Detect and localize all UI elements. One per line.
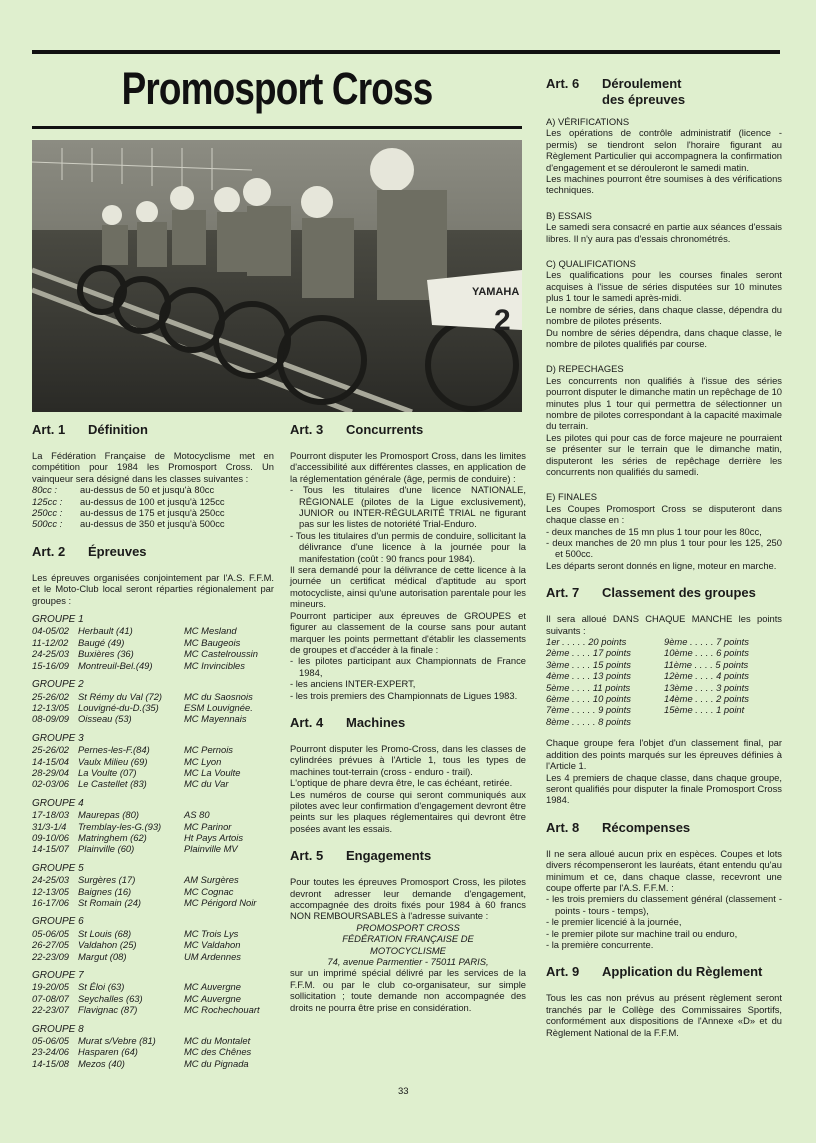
event-row: 25-26/02 St Rémy du Val (72) MC du Saosnois [32, 690, 253, 702]
art6-e-p2: Les départs seront donnés en ligne, moteur en marche. [546, 559, 777, 571]
art1-classes [32, 484, 274, 530]
class-row: 250cc : au-dessus de 175 et jusqu'à 250cc [32, 507, 225, 519]
art6-c-p2: Le nombre de séries, dans chaque classe, dépendra du nombre de pilotes présents. [546, 303, 782, 327]
event-row: 04-05/02 Herbault (41) MC Mesland [32, 625, 237, 637]
art8-list-1: - les trois premiers du classement général (classement - points - tours - temps), [546, 893, 782, 916]
art8-list-4: - la première concurrente. [546, 938, 654, 950]
art2-groups [32, 614, 274, 1069]
title-rule [32, 126, 522, 129]
art6-b-p1: Le samedi sera consacré en partie aux séances d'essais libres. Il n'y aura pas d'essais chronométrés. [546, 221, 782, 244]
art3-heading: Art. 3 Concurrents [290, 422, 424, 437]
art6-d-p2: Les pilotes qui pour cas de force majeure ne pourraient se présenter sur le terrain que le dimanche matin, disputeront les séries de repêchage derrière les concurrents non qualifiés du samedi. [546, 431, 782, 477]
art7-intro: Il sera alloué DANS CHAQUE MANCHE les points suivants : [546, 613, 782, 636]
art6-b-title: B) ESSAIS [546, 209, 592, 221]
address-line-1: PROMOSPORT CROSS [356, 921, 460, 933]
art3-p3: Pourront participer aux épreuves de GROUPES et figurer au classement de la course sans pour autant marquer les points permettant d'établir les classements de groupes et d'accéder à la finale : [290, 609, 526, 655]
points-row: 12ème . . . . 4 points [664, 670, 749, 682]
class-row: 500cc : au-dessus de 350 et jusqu'à 500cc [32, 518, 225, 530]
art3-list-3: - les pilotes participant aux Championnats de France 1984, [290, 655, 526, 678]
points-row: 1er . . . . . 20 points [546, 636, 627, 648]
points-row: 11ème . . . . 5 points [664, 658, 749, 670]
event-row: 15-16/09 Montreuil-Bel.(49) MC Invincibles [32, 659, 245, 671]
art6-c-title: C) QUALIFICATIONS [546, 258, 636, 270]
event-row: 24-25/03 Surgères (17) AM Surgères [32, 874, 239, 886]
points-row: 2ème . . . . 17 points [546, 647, 631, 659]
address-line-3: MOTOCYCLISME [370, 944, 446, 956]
address-line-4: 74, avenue Parmentier - 75011 PARIS, [327, 956, 489, 968]
art8-list-3: - le premier pilote sur machine trail ou enduro, [546, 927, 738, 939]
art3-list-2: - Tous les titulaires d'un permis de conduire, sollicitant la délivrance d'une licence à la journée pour la manifestation (coût : 90 francs pour 1984). [290, 529, 526, 564]
art5-p2: sur un imprimé spécial délivré par les services de la F.F.M. ou par le club co-organisateur, sur simple sollicitation ; toute demande non accompagnée des droits ne pourra être prise en considération. [290, 967, 526, 1013]
art4-p2: L'optique de phare devra être, le cas échéant, retirée. [290, 777, 513, 789]
art8-p1: Il ne sera alloué aucun prix en espèces. Coupes et lots divers récompenseront les lauréats, étant entendu qu'au minimum et ce, dans chaque classe, recevront une coupe offerte par l'A.S. F.F.M. : [546, 847, 782, 893]
group-title: GROUPE 4 [32, 797, 84, 809]
event-row: 12-13/05 Louvigné-du-D.(35) ESM Louvignée. [32, 701, 253, 713]
group-title: GROUPE 5 [32, 862, 84, 874]
art9-heading: Art. 9 Application du Règlement [546, 964, 763, 980]
event-row: 22-23/09 Margut (08) UM Ardennes [32, 950, 241, 962]
event-row: 16-17/06 St Romain (24) MC Périgord Noir [32, 897, 257, 908]
event-row: 14-15/04 Vaulx Milieu (69) MC Lyon [32, 755, 222, 767]
page-number: 33 [398, 1086, 409, 1097]
art8-list-2: - le premier licencié à la journée, [546, 916, 682, 928]
event-row: 24-25/03 Buxières (36) MC Castelroussin [32, 648, 258, 660]
motocross-photo-icon [32, 140, 522, 412]
art6-heading: Art. 6 Déroulement des épreuves [546, 76, 686, 107]
art5-heading: Art. 5 Engagements [290, 848, 432, 864]
art3-list-1: - Tous les titulaires d'une licence NATIONALE, RÉGIONALE (pilotes de la Ligue exclusivement), JUNIOR ou INTER-RÉGULARITÉ TRIAL ne figurant pas sur les listes de notoriété Trial-Enduro. [290, 484, 526, 530]
art4-heading: Art. 4 Machines [290, 714, 406, 730]
art6-d-p1: Les concurrents non qualifiés à l'issue des séries pourront disputer le dimanche matin un repêchage de 10 minutes plus 1 tour qui permettra de sélectionner un nombre de pilotes correspondant à la capacité maximale du terrain. [546, 374, 782, 432]
points-row: 4ème . . . . 13 points [546, 670, 631, 682]
points-row: 3ème . . . . 15 points [546, 658, 631, 670]
art1-intro: La Fédération Française de Motocyclisme met en compétition pour 1984 les Promosport Cross. Un vainqueur sera désigné dans les classes suivantes : [32, 450, 274, 484]
art6-e-p1: Les Coupes Promosport Cross se disputeront dans chaque classe en : [546, 502, 782, 526]
motocross-start-photo [32, 140, 522, 412]
group-title: GROUPE 6 [32, 916, 84, 928]
class-row: 80cc : au-dessus de 50 et jusqu'à 80cc [32, 484, 215, 496]
art6-a-p2: Les machines pourront être soumises à des vérifications techniques. [546, 173, 782, 196]
address-line-2: FÉDÉRATION FRANÇAISE DE [342, 933, 474, 945]
points-row: 13ème . . . . 3 points [664, 681, 749, 693]
art7-p2: Les 4 premiers de chaque classe, dans chaque groupe, seront qualifiés pour disputer la finale Promosport Cross 1984. [546, 771, 782, 806]
event-row: 12-13/05 Baignes (16) MC Cognac [32, 885, 234, 897]
points-row: 9ème . . . . . 7 points [664, 636, 749, 648]
event-row: 08-09/09 Oisseau (53) MC Mayennais [32, 713, 247, 725]
event-row: 11-12/02 Baugé (49) MC Baugeois [32, 636, 241, 648]
event-row: 17-18/03 Maurepas (80) AS 80 [32, 809, 210, 821]
art9-p1: Tous les cas non prévus au présent règlement seront tranchés par le Collège des Commissaires Sportifs, conformément aux dispositions de l'Annexe «D» et du Règlement National de la F.F.M. [546, 992, 782, 1038]
art6-e-title: E) FINALES [546, 491, 598, 503]
event-row: 14-15/07 Plainville (60) Plainville MV [32, 843, 238, 855]
points-row: 8ème . . . . . 8 points [546, 715, 631, 727]
event-row: 23-24/06 Hasparen (64) MC des Chênes [32, 1046, 252, 1058]
page-title: Promosport Cross [121, 63, 433, 114]
art1-heading: Art. 1 Définition [32, 422, 148, 437]
art4-p3: Les numéros de course qui seront communiqués aux pilotes avec leur confirmation d'engagement devront être peints sur les plaques réglementaires qui devront être posées avant les essais. [290, 788, 526, 834]
points-row: 5ème . . . . 11 points [546, 681, 631, 693]
art8-heading: Art. 8 Récompenses [546, 819, 691, 835]
points-row: 14ème . . . . 2 points [664, 693, 749, 705]
points-table [546, 636, 782, 727]
group-title: GROUPE 8 [32, 1023, 84, 1035]
group-title: GROUPE 2 [32, 679, 84, 691]
art7-p1: Chaque groupe fera l'objet d'un classement final, par addition des points marqués sur les épreuves définies à l'Article 1. [546, 737, 782, 772]
art3-p2: Il sera demandé pour la délivrance de cette licence à la journée un certificat médical d'aptitude au sport motocycliste, ainsi qu'une autorisation parentale pour les mineurs. [290, 564, 526, 610]
column-2 [290, 418, 526, 1027]
event-row: 02-03/06 Le Castellet (83) MC du Var [32, 778, 229, 790]
column-1 [32, 418, 274, 1069]
art6-e-list-1: - deux manches de 15 mn plus 1 tour pour les 80cc, [546, 525, 762, 537]
art6-a-p1: Les opérations de contrôle administratif (licence - permis) se tiendront selon l'horaire figurant au Règlement Particulier qui accompagnera la confirmation d'engagement et se dérouleront le samedi matin. [546, 127, 782, 173]
top-rule [32, 50, 780, 54]
art6-c-p1: Les qualifications pour les courses finales seront acquises à l'issue de séries disputées sur 10 minutes plus 1 tour le samedi après-midi. [546, 269, 782, 304]
art2-intro: Les épreuves organisées conjointement par l'A.S. F.F.M. et le Moto-Club local seront réparties régionalement par groupes : [32, 571, 274, 606]
points-row: 6ème . . . . 10 points [546, 693, 631, 705]
event-row: 31/3-1/4 Tremblay-les-G.(93) MC Parinor [32, 820, 232, 832]
event-row: 28-29/04 La Voulte (07) MC La Voulte [32, 766, 241, 778]
event-row: 19-20/05 St Éloi (63) MC Auvergne [32, 981, 241, 993]
bike-brand: YAMAHA [472, 286, 520, 298]
event-row: 22-23/07 Flavignac (87) MC Rochechouart [32, 1004, 260, 1016]
points-row: 10ème . . . . 6 points [664, 647, 749, 659]
points-row: 7ème . . . . . 9 points [546, 704, 631, 716]
art2-heading: Art. 2 Épreuves [32, 543, 147, 559]
art7-heading: Art. 7 Classement des groupes [546, 585, 756, 601]
art3-p1: Pourront disputer les Promosport Cross, dans les limites d'accessibilité aux différentes classes, en application de la réglementation générale (âge, permis de conduire) : [290, 450, 526, 484]
bike-number: 2 [494, 304, 511, 337]
event-row: 26-27/05 Valdahon (25) MC Valdahon [32, 939, 241, 951]
art4-p1: Pourront disputer les Promo-Cross, dans les classes de cylindrées prévues à l'Article 1, tous les types de machines tout-terrain (cross - enduro - trail). [290, 742, 526, 777]
art3-list-4: - les anciens INTER-EXPERT, [290, 678, 416, 690]
art5-p1: Pour toutes les épreuves Promosport Cross, les pilotes devront adresser leur demande d'engagement, accompagnée des droits fixés pour 1984 à 60 francs NON REMBOURSABLES à l'adresse suivante : [290, 876, 526, 922]
art6-d-title: D) REPECHAGES [546, 363, 624, 375]
group-title: GROUPE 3 [32, 732, 84, 744]
art6-c-p3: Du nombre de séries dépendra, dans chaque classe, le nombre de pilotes qualifiés par course. [546, 326, 782, 349]
group-title: GROUPE 7 [32, 970, 84, 982]
event-row: 05-06/05 Murat s/Vebre (81) MC du Montalet [32, 1035, 251, 1047]
event-row: 25-26/02 Pernes-les-F.(84) MC Pernois [32, 744, 233, 756]
group-title: GROUPE 1 [32, 614, 84, 626]
event-row: 07-08/07 Seychalles (63) MC Auvergne [32, 992, 241, 1004]
art6-a-title: A) VÉRIFICATIONS [546, 116, 630, 127]
points-left [546, 636, 664, 727]
event-row: 09-10/06 Matringhem (62) Ht Pays Artois [32, 831, 244, 843]
art3-list-5: - les trois premiers des Championnats de Ligues 1983. [290, 689, 518, 701]
points-right [664, 636, 782, 727]
event-row: 14-15/08 Mezos (40) MC du Pignada [32, 1057, 249, 1069]
class-row: 125cc : au-dessus de 100 et jusqu'à 125cc [32, 495, 225, 507]
event-row: 05-06/05 St Louis (68) MC Trois Lys [32, 927, 239, 939]
art6-e-list-2: - deux manches de 20 mn plus 1 tour pour les 125, 250 et 500cc. [546, 537, 782, 560]
points-row: 15ème . . . . 1 point [664, 704, 745, 716]
column-3 [546, 76, 782, 1038]
